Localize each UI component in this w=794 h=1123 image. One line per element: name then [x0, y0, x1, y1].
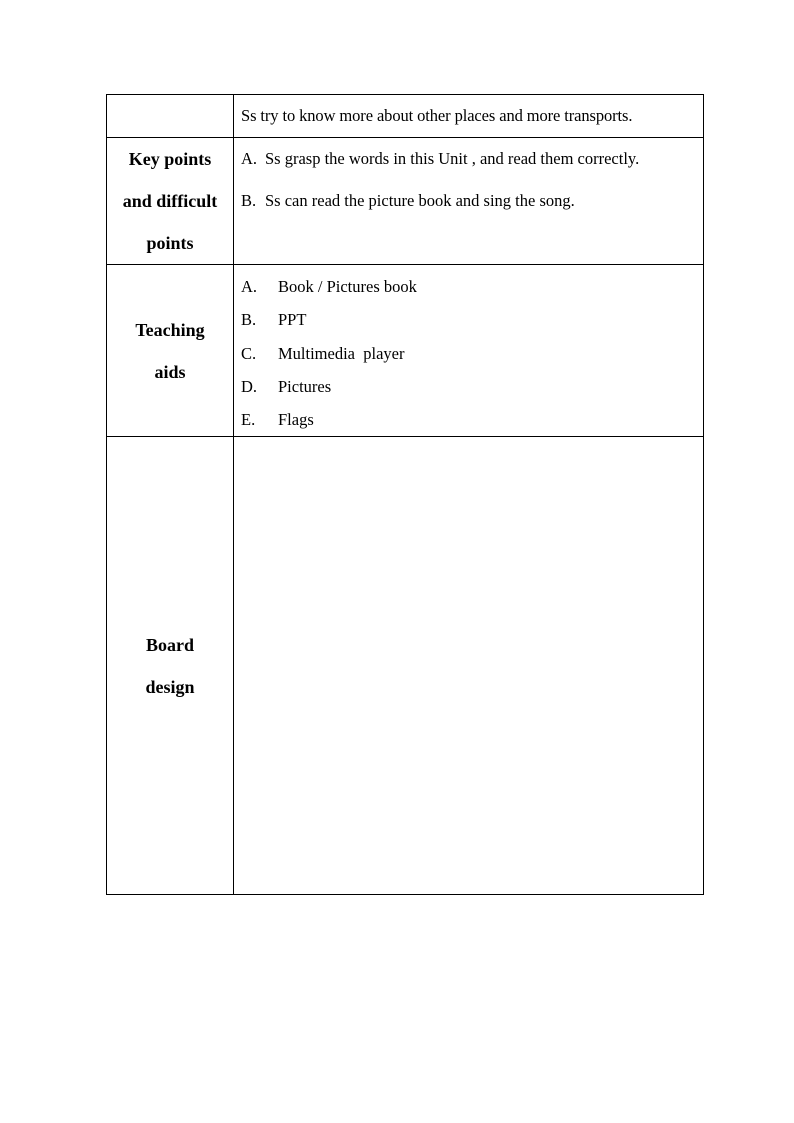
list-item: [234, 270, 703, 303]
list-item: [234, 403, 703, 436]
list-marker: D.: [241, 376, 258, 396]
board-design-content-cell: [234, 437, 704, 895]
list-item: [234, 303, 703, 336]
label-line: and difficult: [122, 191, 218, 211]
aid-text: PPT: [278, 310, 307, 330]
list-item: [234, 370, 703, 403]
list-marker: A.: [241, 277, 258, 296]
label-line: aids: [154, 361, 186, 382]
key-point-text: Ss grasp the words in this Unit , and read them correctly.: [265, 149, 640, 168]
board-design-row: [107, 437, 704, 895]
key-point-item: [234, 180, 703, 222]
list-marker: B.: [241, 310, 257, 330]
list-marker: E.: [241, 410, 256, 430]
objective-text: Ss try to know more about other places and more transports.: [241, 106, 633, 125]
label-line: points: [146, 233, 194, 253]
label-line: Key points: [128, 149, 212, 169]
aid-text: Flags: [278, 410, 314, 430]
list-marker: A.: [241, 149, 258, 168]
key-point-item: [234, 138, 703, 180]
board-design-label: [107, 437, 234, 895]
teaching-aids-list: [234, 265, 703, 436]
label-line: Board: [145, 634, 194, 655]
list-marker: B.: [241, 191, 257, 210]
aid-text: Pictures: [278, 376, 332, 396]
teaching-aids-content-cell: [234, 265, 704, 437]
key-points-row: [107, 138, 704, 265]
list-marker: C.: [241, 343, 257, 363]
teaching-aids-row: [107, 265, 704, 437]
list-item: [234, 337, 703, 370]
key-points-label: [107, 138, 234, 265]
label-line: Teaching: [135, 319, 205, 340]
key-points-content-cell: [234, 138, 704, 265]
objectives-content-cell: [234, 95, 704, 138]
lesson-plan-table: [106, 94, 704, 895]
key-point-text: Ss can read the picture book and sing the song.: [265, 191, 575, 210]
teaching-aids-label: [107, 265, 234, 437]
label-line: design: [145, 676, 195, 697]
aid-text: Multimedia player: [278, 343, 405, 363]
objectives-continued-row: [107, 95, 704, 138]
empty-label-cell: [107, 95, 234, 138]
aid-text: Book / Pictures book: [278, 277, 417, 296]
